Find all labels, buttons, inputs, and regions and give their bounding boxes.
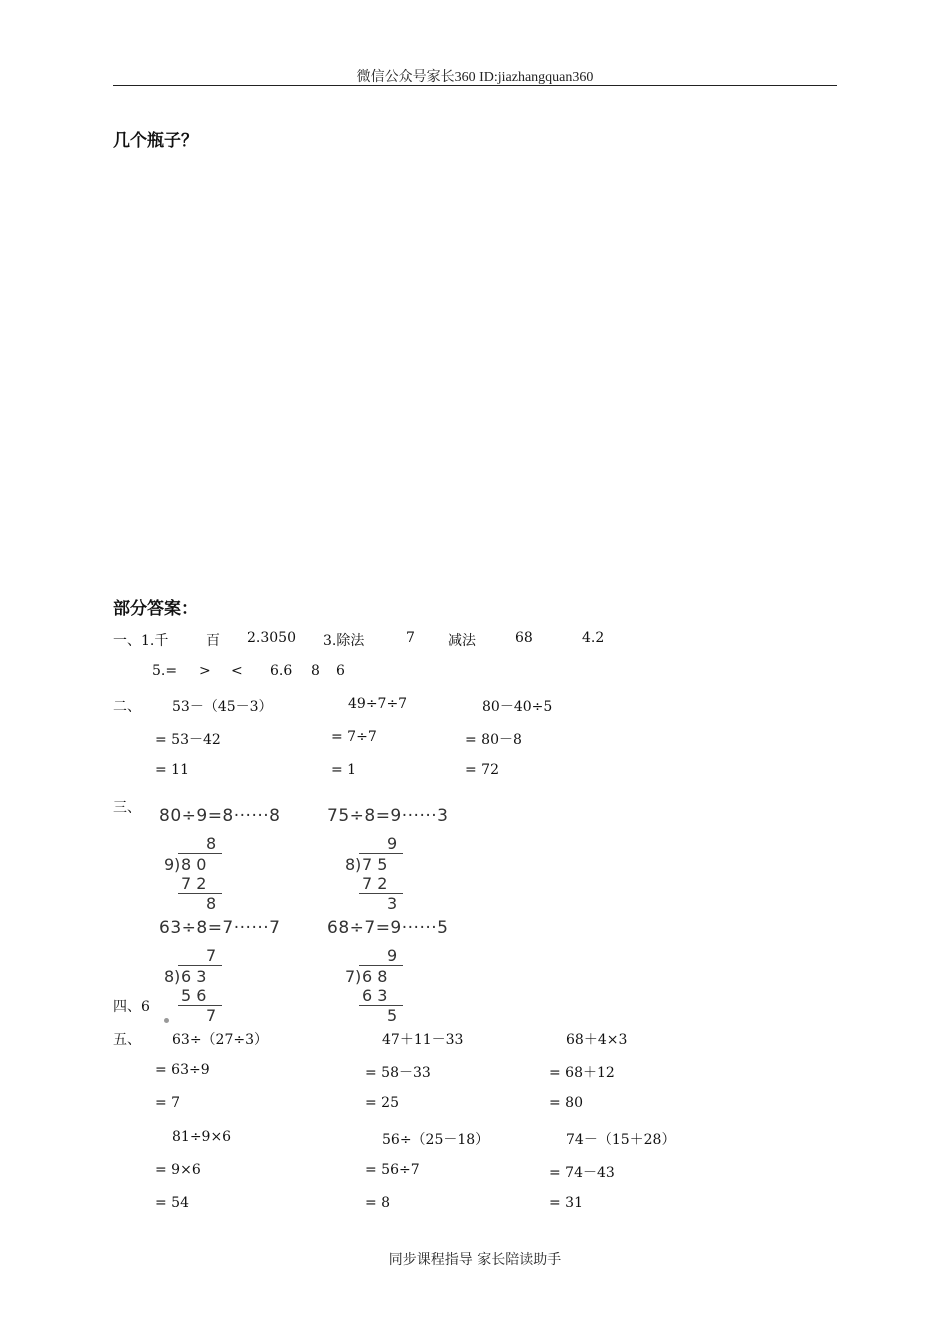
calc-step: = 54 xyxy=(155,1195,189,1211)
calc-step: = 9×6 xyxy=(155,1162,201,1178)
calc-step: = 11 xyxy=(155,762,189,778)
part5-label: 五、 xyxy=(113,1032,141,1048)
division-dividend: 8 0 xyxy=(181,855,207,874)
calc-step: 49÷7÷7 xyxy=(348,696,408,712)
question-title: 几个瓶子？ xyxy=(113,131,198,151)
division-product: 5 6 xyxy=(181,986,207,1005)
division-divisor: 9 xyxy=(164,855,175,874)
division-divisor: 8 xyxy=(345,855,356,874)
division-bar xyxy=(178,853,222,854)
part1-item: 8 xyxy=(311,663,320,679)
calc-step: = 7÷7 xyxy=(331,729,377,745)
division-bracket: ) xyxy=(174,855,181,874)
calc-step: 53－（45－3） xyxy=(172,699,273,715)
part1-item: > xyxy=(199,663,211,679)
part1-label: 一、1.千 xyxy=(113,633,169,649)
division-dividend: 6 3 xyxy=(181,967,207,986)
calc-step: = 74－43 xyxy=(549,1165,615,1181)
division-quotient: 9 xyxy=(387,834,398,853)
part1-item: 6 xyxy=(336,663,345,679)
answer-part-4: 四、6 xyxy=(113,999,150,1015)
part3-label: 三、 xyxy=(113,800,141,816)
calc-step: = 53－42 xyxy=(155,732,221,748)
division-product: 6 3 xyxy=(362,986,388,1005)
calc-step: 80－40÷5 xyxy=(482,699,553,715)
page-header: 微信公众号家长360 ID:jiazhangquan360 xyxy=(356,70,594,85)
division-quotient: 7 xyxy=(206,946,217,965)
part1-item: 4.2 xyxy=(582,630,605,646)
division-product: 7 2 xyxy=(362,874,388,893)
calc-step: = 58－33 xyxy=(365,1065,431,1081)
calc-step: = 80－8 xyxy=(465,732,522,748)
scan-speck xyxy=(164,1018,169,1023)
division-bracket: ) xyxy=(355,855,362,874)
division-equation: 68÷7=9······5 xyxy=(327,918,449,938)
division-divisor: 7 xyxy=(345,967,356,986)
part1-item: 6.6 xyxy=(270,663,293,679)
calc-step: = 25 xyxy=(365,1095,399,1111)
part1-item: 5.= xyxy=(152,663,178,679)
calc-step: = 68＋12 xyxy=(549,1065,615,1081)
answers-title: 部分答案： xyxy=(113,599,198,619)
part1-item: 7 xyxy=(406,630,415,646)
calc-step: = 7 xyxy=(155,1095,181,1111)
part1-item: < xyxy=(231,663,243,679)
division-bar xyxy=(359,853,403,854)
page-footer: 同步课程指导 家长陪读助手 xyxy=(388,1252,562,1268)
calc-step: = 31 xyxy=(549,1195,583,1211)
calc-step: = 63÷9 xyxy=(155,1062,210,1078)
division-product: 7 2 xyxy=(181,874,207,893)
calc-step: = 80 xyxy=(549,1095,583,1111)
calc-step: = 1 xyxy=(331,762,357,778)
division-remainder: 5 xyxy=(387,1006,398,1025)
division-divisor: 8 xyxy=(164,967,175,986)
division-bracket: ) xyxy=(174,967,181,986)
part1-item: 减法 xyxy=(448,633,476,649)
header-divider xyxy=(113,85,837,86)
part2-label: 二、 xyxy=(113,699,141,715)
part1-item: 2.3050 xyxy=(247,630,296,646)
division-dividend: 7 5 xyxy=(362,855,388,874)
division-quotient: 8 xyxy=(206,834,217,853)
calc-step: = 8 xyxy=(365,1195,391,1211)
calc-step: = 72 xyxy=(465,762,499,778)
calc-step: 68＋4×3 xyxy=(566,1032,628,1048)
part1-item: 百 xyxy=(206,633,220,649)
part1-item: 68 xyxy=(515,630,533,646)
division-remainder: 3 xyxy=(387,894,398,913)
calc-step: 63÷（27÷3） xyxy=(172,1032,268,1048)
division-dividend: 6 8 xyxy=(362,967,388,986)
calc-step: 74－（15＋28） xyxy=(566,1132,676,1148)
part1-item: 3.除法 xyxy=(323,633,365,649)
division-bar xyxy=(359,965,403,966)
division-equation: 63÷8=7······7 xyxy=(159,918,281,938)
division-equation: 80÷9=8······8 xyxy=(159,806,281,826)
division-bracket: ) xyxy=(355,967,362,986)
division-bar xyxy=(178,965,222,966)
calc-step: = 56÷7 xyxy=(365,1162,420,1178)
division-quotient: 9 xyxy=(387,946,398,965)
calc-step: 81÷9×6 xyxy=(172,1129,232,1145)
division-remainder: 7 xyxy=(206,1006,217,1025)
division-remainder: 8 xyxy=(206,894,217,913)
division-equation: 75÷8=9······3 xyxy=(327,806,449,826)
calc-step: 56÷（25－18） xyxy=(382,1132,490,1148)
calc-step: 47＋11－33 xyxy=(382,1032,464,1048)
